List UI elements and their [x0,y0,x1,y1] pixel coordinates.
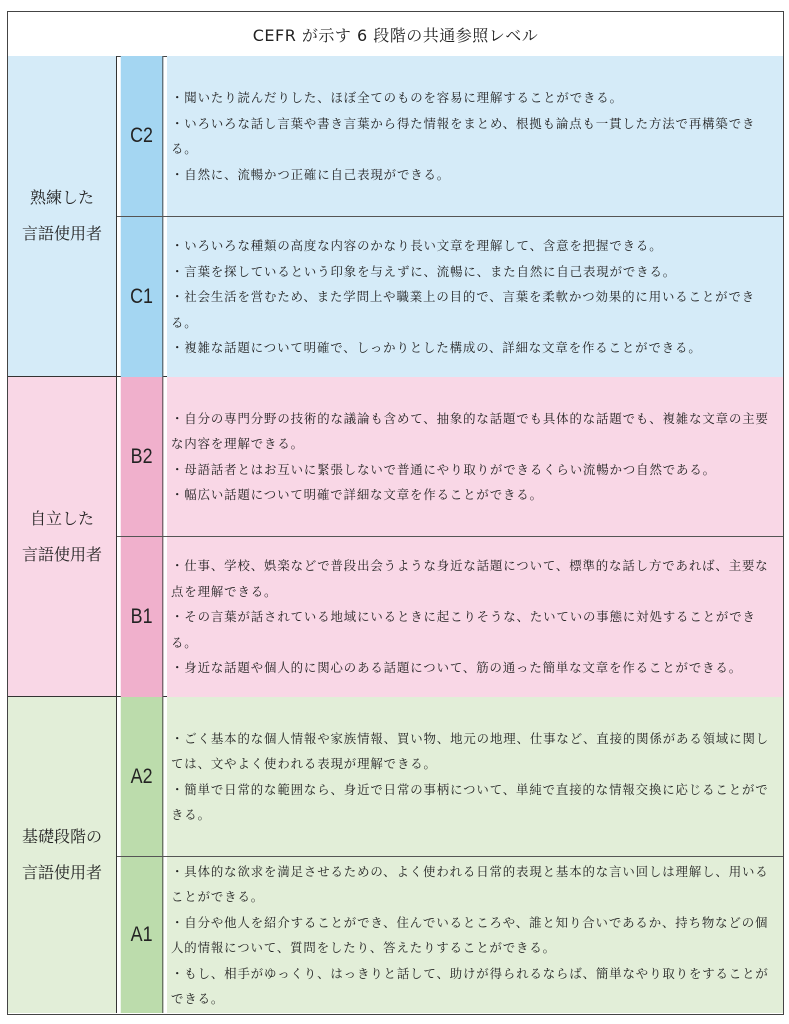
group-label-line1: 熟練した [29,188,94,207]
cefr-levels-table [7,11,784,1015]
group-independent-user [8,377,783,697]
level-row-a2 [117,697,783,857]
group-label [8,697,117,1013]
level-code: B1 [121,537,164,697]
level-description [167,697,783,856]
level-code: B2 [121,377,164,536]
description-item: ・仕事、学校、娯楽などで普段出会うような身近な話題について、標準的な話し方であれば、主要な点を理解できる。 [171,558,769,599]
description-item: ・母語話者とはお互いに緊張しないで普通にやり取りができるくらい流暢かつ自然である。 [171,461,716,477]
level-row-b2 [117,377,783,537]
group-label-line2: 言語使用者 [21,224,102,243]
description-item: ・簡単で日常的な範囲なら、身近で日常の事柄について、単純で直接的な情報交換に応じることができる。 [171,781,769,822]
description-item: ・聞いたり読んだりした、ほぼ全てのものを容易に理解することができる。 [171,90,623,105]
group-proficient-user [8,56,783,377]
level-row-c2 [117,56,783,217]
table-title: CEFR が示す 6 段階の共通参照レベル [8,12,783,57]
description-item: ・自分の専門分野の技術的な議論も含めて、抽象的な話題でも具体的な話題でも、複雑な文章の主要な内容を理解できる。 [171,410,769,451]
description-item: ・いろいろな種類の高度な内容のかなり長い文章を理解して、含意を把握できる。 [171,238,663,254]
description-item: ・もし、相手がゆっくり、はっきりと話して、助けが得られるならば、簡単なやり取りをすることができる。 [171,965,769,1006]
level-code: C2 [121,56,164,216]
description-item: ・言葉を探しているという印象を与えずに、流暢に、また自然に自己表現ができる。 [171,263,677,279]
level-code: A1 [121,857,164,1013]
group-label-line1: 基礎段階の [21,827,102,846]
description-item: ・複雑な話題について明確で、しっかりとした構成の、詳細な文章を作ることができる。 [171,340,702,356]
level-code: A2 [121,697,164,856]
description-item: ・幅広い話題について明確で詳細な文章を作ることができる。 [171,487,543,502]
group-label [8,56,117,376]
level-description [167,537,783,697]
group-label [8,377,117,696]
description-item: ・自分や他人を紹介することができ、住んでいるところや、誰と知り合いであるか、持ち物などの個人的情報について、質問をしたり、答えたりすることができる。 [171,914,769,955]
group-label-line2: 言語使用者 [21,863,102,882]
group-basic-user [8,697,783,1013]
level-description [167,377,783,536]
group-label-line1: 自立した [29,508,94,528]
level-code: C1 [121,217,164,377]
level-row-c1 [117,217,783,377]
level-row-a1 [117,857,783,1013]
group-label-line2: 言語使用者 [21,544,102,564]
level-row-b1 [117,537,783,697]
level-description [167,217,783,377]
description-item: ・自然に、流暢かつ正確に自己表現ができる。 [171,166,451,182]
level-description [167,56,783,216]
description-item: ・いろいろな話し言葉や書き言葉から得た情報をまとめ、根拠も論点も一貫した方法で再構築できる。 [171,115,756,156]
description-item: ・具体的な欲求を満足させるための、よく使われる日常的表現と基本的な言い回しは理解し、用いることができる。 [171,863,769,904]
description-item: ・ごく基本的な個人情報や家族情報、買い物、地元の地理、仕事など、直接的関係がある領域に関しては、文やよく使われる表現が理解できる。 [171,730,770,771]
level-description [167,857,783,1013]
description-item: ・身近な話題や個人的に関心のある話題について、筋の通った簡単な文章を作ることができる。 [171,660,742,676]
description-item: ・その言葉が話されている地域にいるときに起こりそうな、たいていの事態に対処することができる。 [171,609,756,650]
description-item: ・社会生活を営むため、また学問上や職業上の目的で、言葉を柔軟かつ効果的に用いることができる。 [171,289,756,330]
